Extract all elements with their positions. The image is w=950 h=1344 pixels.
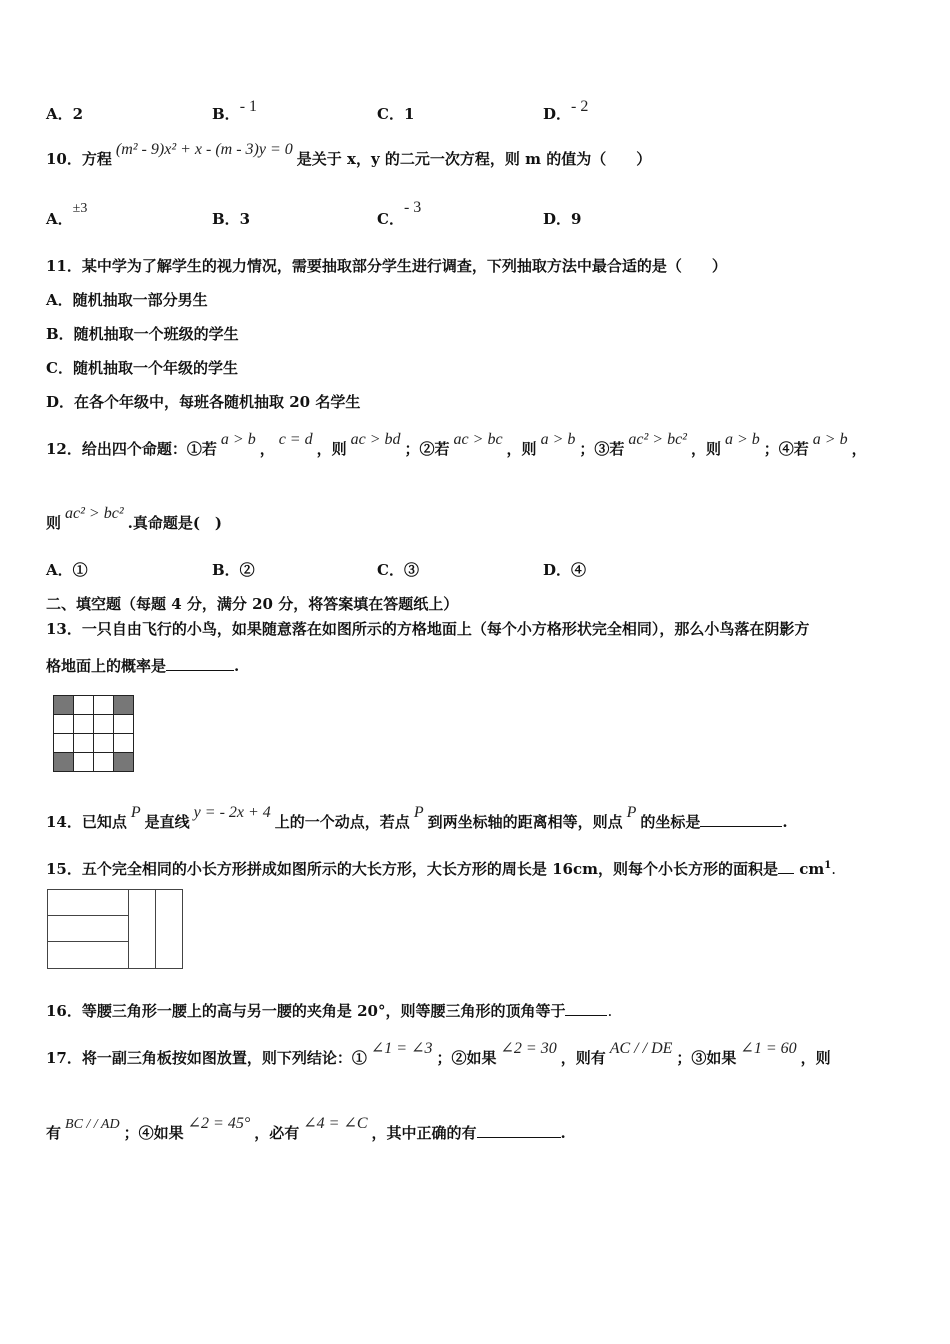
q14-stem (46, 804, 788, 832)
q9-option-b (212, 98, 258, 124)
q17-math: AC / / DE (609, 1040, 673, 1057)
small-rectangle (155, 889, 183, 969)
grid-cell (54, 734, 74, 753)
q12-text: ，则 (316, 440, 347, 458)
q12-text: .真命题是( ) (127, 514, 223, 532)
q15-text: 15．五个完全相同的小长方形拼成如图所示的大长方形，大长方形的周长是 16cm，则每个小长方形的面积是 (46, 860, 778, 878)
q12-math: ac² > bc² (628, 431, 687, 448)
q12-math: a > b (724, 431, 760, 448)
small-rectangle (47, 941, 129, 969)
q12-text: 12．给出四个命题：①若 (46, 440, 217, 458)
q11-stem: 11．某中学为了解学生的视力情况，需要抽取部分学生进行调查，下列抽取方法中最合适的是（ ） (46, 257, 727, 275)
q9-option-b-label: B． (212, 105, 240, 123)
q14-text: 到两坐标轴的距离相等，则点 (427, 813, 623, 831)
q10-option-c-value: - 3 (403, 199, 422, 216)
q10-prefix: 10．方程 (46, 150, 112, 168)
q14-text: 上的一个动点，若点 (274, 813, 410, 831)
q12-math: a > b (540, 431, 576, 448)
grid-cell (94, 696, 114, 715)
q14-math: y = - 2x + 4 (193, 804, 271, 821)
q12-math: ac > bd (350, 431, 401, 448)
q17-text: ，必有 (254, 1124, 300, 1142)
grid-cell (74, 696, 94, 715)
q17-math: ∠2 = 45° (187, 1115, 251, 1132)
q12-math: ac² > bc² (65, 505, 124, 522)
q12-option-b: B．② (212, 561, 255, 579)
q12-text: ，则 (506, 440, 537, 458)
q12-math: c = d (278, 431, 313, 448)
q10-suffix: 是关于 x，y 的二元一次方程，则 m 的值为（ ） (296, 150, 652, 168)
q9-option-a: A．2 (46, 105, 84, 123)
q12-math: ac > bc (453, 431, 503, 448)
q15-stem (46, 858, 836, 879)
q11-option-b: B．随机抽取一个班级的学生 (46, 325, 239, 343)
q12-math: a > b (220, 431, 256, 448)
q11-option-d: D．在各个年级中，每班各随机抽取 20 名学生 (46, 393, 361, 411)
q13-end: . (234, 657, 240, 675)
q12-stem-line2 (46, 505, 223, 533)
q17-math: ∠1 = ∠3 (370, 1040, 433, 1057)
q17-math: BC / / AD (65, 1117, 120, 1132)
q12-stem-line1 (46, 431, 867, 459)
q11-option-a: A．随机抽取一部分男生 (46, 291, 208, 309)
grid-cell (94, 753, 114, 772)
q14-text: 是直线 (144, 813, 190, 831)
q17-text: ，则有 (560, 1049, 606, 1067)
grid-cell-shaded (54, 696, 74, 715)
q10-option-d: D．9 (543, 210, 582, 228)
q9-option-c: C．1 (377, 105, 415, 123)
q9-option-d-value: - 2 (571, 98, 589, 115)
q13-text: 格地面上的概率是 (46, 657, 167, 675)
grid-cell (94, 734, 114, 753)
q16-text: 16．等腰三角形一腰上的高与另一腰的夹角是 20°，则等腰三角形的顶角等于 (46, 1002, 566, 1020)
grid-cell (114, 715, 134, 734)
q16-stem (46, 1000, 612, 1021)
q16-end: . (607, 1002, 613, 1020)
q12-option-c: C．③ (377, 561, 419, 579)
q15-rectangle-figure (47, 889, 183, 969)
section-heading: 二、填空题（每题 4 分，满分 20 分，将答案填在答题纸上） (46, 595, 459, 613)
q13-stem-line2 (46, 655, 239, 676)
q10-option-a-value: ±3 (72, 201, 88, 216)
q17-math: ∠1 = 60 (740, 1040, 797, 1057)
q17-text: ；④如果 (123, 1124, 184, 1142)
q9-option-d-label: D． (543, 105, 572, 123)
grid-cell (54, 715, 74, 734)
q13-stem-line1: 13．一只自由飞行的小鸟，如果随意落在如图所示的方格地面上（每个小方格形状完全相同），那么小鸟落在阴影方 (46, 620, 810, 638)
q12-text: ， (851, 440, 867, 458)
q14-answer-blank[interactable] (700, 812, 782, 827)
q17-stem-line2 (46, 1115, 566, 1143)
q14-end: . (782, 813, 788, 831)
grid-cell (94, 715, 114, 734)
q12-math: a > b (812, 431, 848, 448)
q17-text: ，其中正确的有 (371, 1124, 477, 1142)
q15-end: . (831, 860, 836, 878)
q17-end: . (560, 1124, 566, 1142)
q17-text: ；②如果 (436, 1049, 497, 1067)
q15-unit: cm (799, 860, 825, 878)
grid-cell (74, 734, 94, 753)
q12-text: ；④若 (763, 440, 809, 458)
q15-answer-blank[interactable] (778, 859, 794, 874)
q10-option-b: B．3 (212, 210, 251, 228)
q17-text: ；③如果 (676, 1049, 737, 1067)
q10-option-c-label: C． (377, 210, 404, 228)
q10-option-a (46, 201, 88, 229)
q10-option-a-label: A． (46, 210, 73, 228)
grid-cell (74, 753, 94, 772)
grid-cell (114, 734, 134, 753)
q12-text: ， (259, 440, 275, 458)
q15-unit-exponent: 1 (824, 860, 832, 871)
q14-math: P (130, 804, 141, 821)
q12-text: ，则 (690, 440, 721, 458)
small-rectangle (128, 889, 156, 969)
q12-text: ；③若 (579, 440, 625, 458)
q12-option-a: A．① (46, 561, 88, 579)
q17-text: 有 (46, 1124, 62, 1142)
q10-stem (46, 141, 652, 169)
q12-text: ；②若 (404, 440, 450, 458)
q10-option-c (377, 199, 422, 229)
q14-math: P (413, 804, 424, 821)
q14-text: 的坐标是 (640, 813, 701, 831)
grid-cell-shaded (54, 753, 74, 772)
grid-cell-shaded (114, 753, 134, 772)
q17-math: ∠4 = ∠C (303, 1115, 368, 1132)
q10-equation: (m² - 9)x² + x - (m - 3)y = 0 (115, 141, 293, 158)
q12-option-d: D．④ (543, 561, 587, 579)
q17-stem-line1 (46, 1040, 831, 1068)
grid-cell (74, 715, 94, 734)
q9-option-b-value: - 1 (239, 98, 258, 115)
q16-answer-blank[interactable] (565, 1001, 607, 1016)
q13-answer-blank[interactable] (166, 656, 234, 671)
q14-math: P (626, 804, 637, 821)
q13-grid-figure (53, 695, 134, 772)
q9-option-d (543, 98, 589, 124)
q12-text: 则 (46, 514, 62, 532)
q14-text: 14．已知点 (46, 813, 127, 831)
small-rectangle (47, 915, 129, 942)
q17-text: 17．将一副三角板按如图放置，则下列结论：① (46, 1049, 367, 1067)
grid-cell-shaded (114, 696, 134, 715)
q17-text: ，则 (800, 1049, 831, 1067)
q11-option-c: C．随机抽取一个年级的学生 (46, 359, 238, 377)
q17-answer-blank[interactable] (477, 1123, 561, 1138)
small-rectangle (47, 889, 129, 916)
q17-math: ∠2 = 30 (500, 1040, 557, 1057)
